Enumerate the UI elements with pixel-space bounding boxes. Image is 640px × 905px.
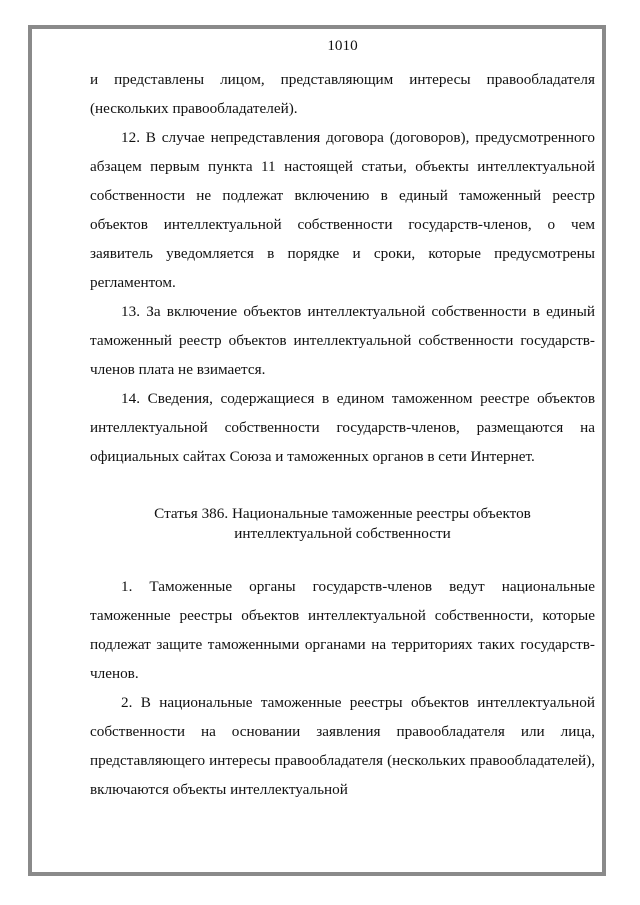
paragraph-item-1: 1. Таможенные органы государств-членов ведут национальные таможенные реестры объектов интеллектуальной собственности, которые подлежат защите таможенными органами на территориях таких государств-членов. — [90, 578, 595, 682]
article-heading — [90, 504, 595, 544]
article-heading-line-2: интеллектуальной собственности — [234, 525, 451, 542]
paragraph-item-2: 2. В национальные таможенные реестры объектов интеллектуальной собственности на основании заявления правообладателя или лица, представляющего интересы правообладателя (нескольких правообладателей), включаются объекты интеллектуальной — [90, 694, 595, 798]
paragraph-continuation: и представлены лицом, представляющим интересы правообладателя (нескольких правообладателей). — [90, 71, 595, 117]
paragraph-item-13: 13. За включение объектов интеллектуальной собственности в единый таможенный реестр объектов интеллектуальной собственности государств-членов плата не взимается. — [90, 303, 595, 378]
document-body — [90, 36, 595, 804]
page-number: 1010 — [327, 37, 358, 54]
article-heading-line-1: Статья 386. Национальные таможенные реестры объектов — [154, 505, 531, 522]
paragraph-item-12: 12. В случае непредставления договора (договоров), предусмотренного абзацем первым пункта 11 настоящей статьи, объекты интеллектуальной собственности не подлежат включению в единый таможенный реестр объектов интеллектуальной собственности государств-членов, о чем заявитель уведомляется в порядке и сроки, которые предусмотрены регламентом. — [90, 129, 595, 291]
paragraph-item-14: 14. Сведения, содержащиеся в едином таможенном реестре объектов интеллектуальной собственности государств-членов, размещаются на официальных сайтах Союза и таможенных органов в сети Интернет. — [90, 390, 595, 465]
